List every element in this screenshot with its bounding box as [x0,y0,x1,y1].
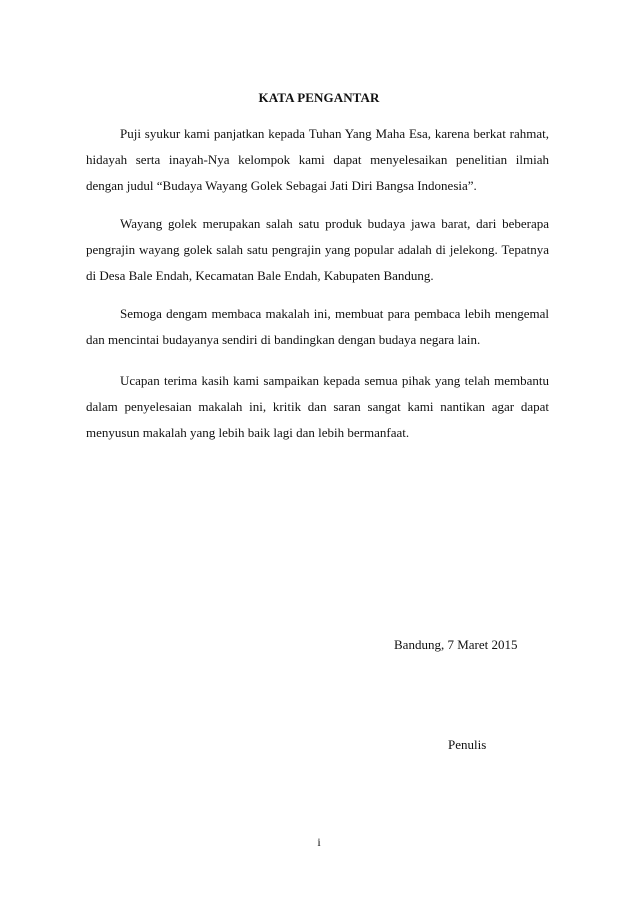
paragraph-line: Wayang golek merupakan salah satu produk budaya jawa barat, dari beberapa [120,216,549,231]
paragraph-line: dengan judul “Budaya Wayang Golek Sebagai Jati Diri Bangsa Indonesia”. [86,178,477,193]
paragraph-2 [86,211,549,289]
paragraph-3 [86,301,549,353]
author-signature: Penulis [448,737,487,752]
paragraph-1 [86,121,549,199]
paragraph-line: dan mencintai budayanya sendiri di bandingkan dengan budaya negara lain. [86,332,481,347]
page-number: i [317,835,321,849]
paragraph-line: dalam penyelesaian makalah ini, kritik dan saran sangat kami nantikan agar dapat [86,399,549,414]
paragraph-line: pengrajin wayang golek salah satu pengrajin yang popular adalah di jelekong. Tepatnya [86,242,549,257]
page-title: KATA PENGANTAR [258,90,380,105]
paragraph-line: hidayah serta inayah-Nya kelompok kami dapat menyelesaikan penelitian ilmiah [86,152,549,167]
place-date: Bandung, 7 Maret 2015 [394,637,518,652]
paragraph-line: menyusun makalah yang lebih baik lagi dan lebih bermanfaat. [86,425,410,440]
paragraph-line: di Desa Bale Endah, Kecamatan Bale Endah, Kabupaten Bandung. [86,268,434,283]
paragraph-line: Semoga dengam membaca makalah ini, membuat para pembaca lebih mengemal [120,306,549,321]
paragraph-line: Ucapan terima kasih kami sampaikan kepada semua pihak yang telah membantu [120,373,549,388]
paragraph-line: Puji syukur kami panjatkan kepada Tuhan Yang Maha Esa, karena berkat rahmat, [120,126,549,141]
paragraph-4 [86,368,549,446]
